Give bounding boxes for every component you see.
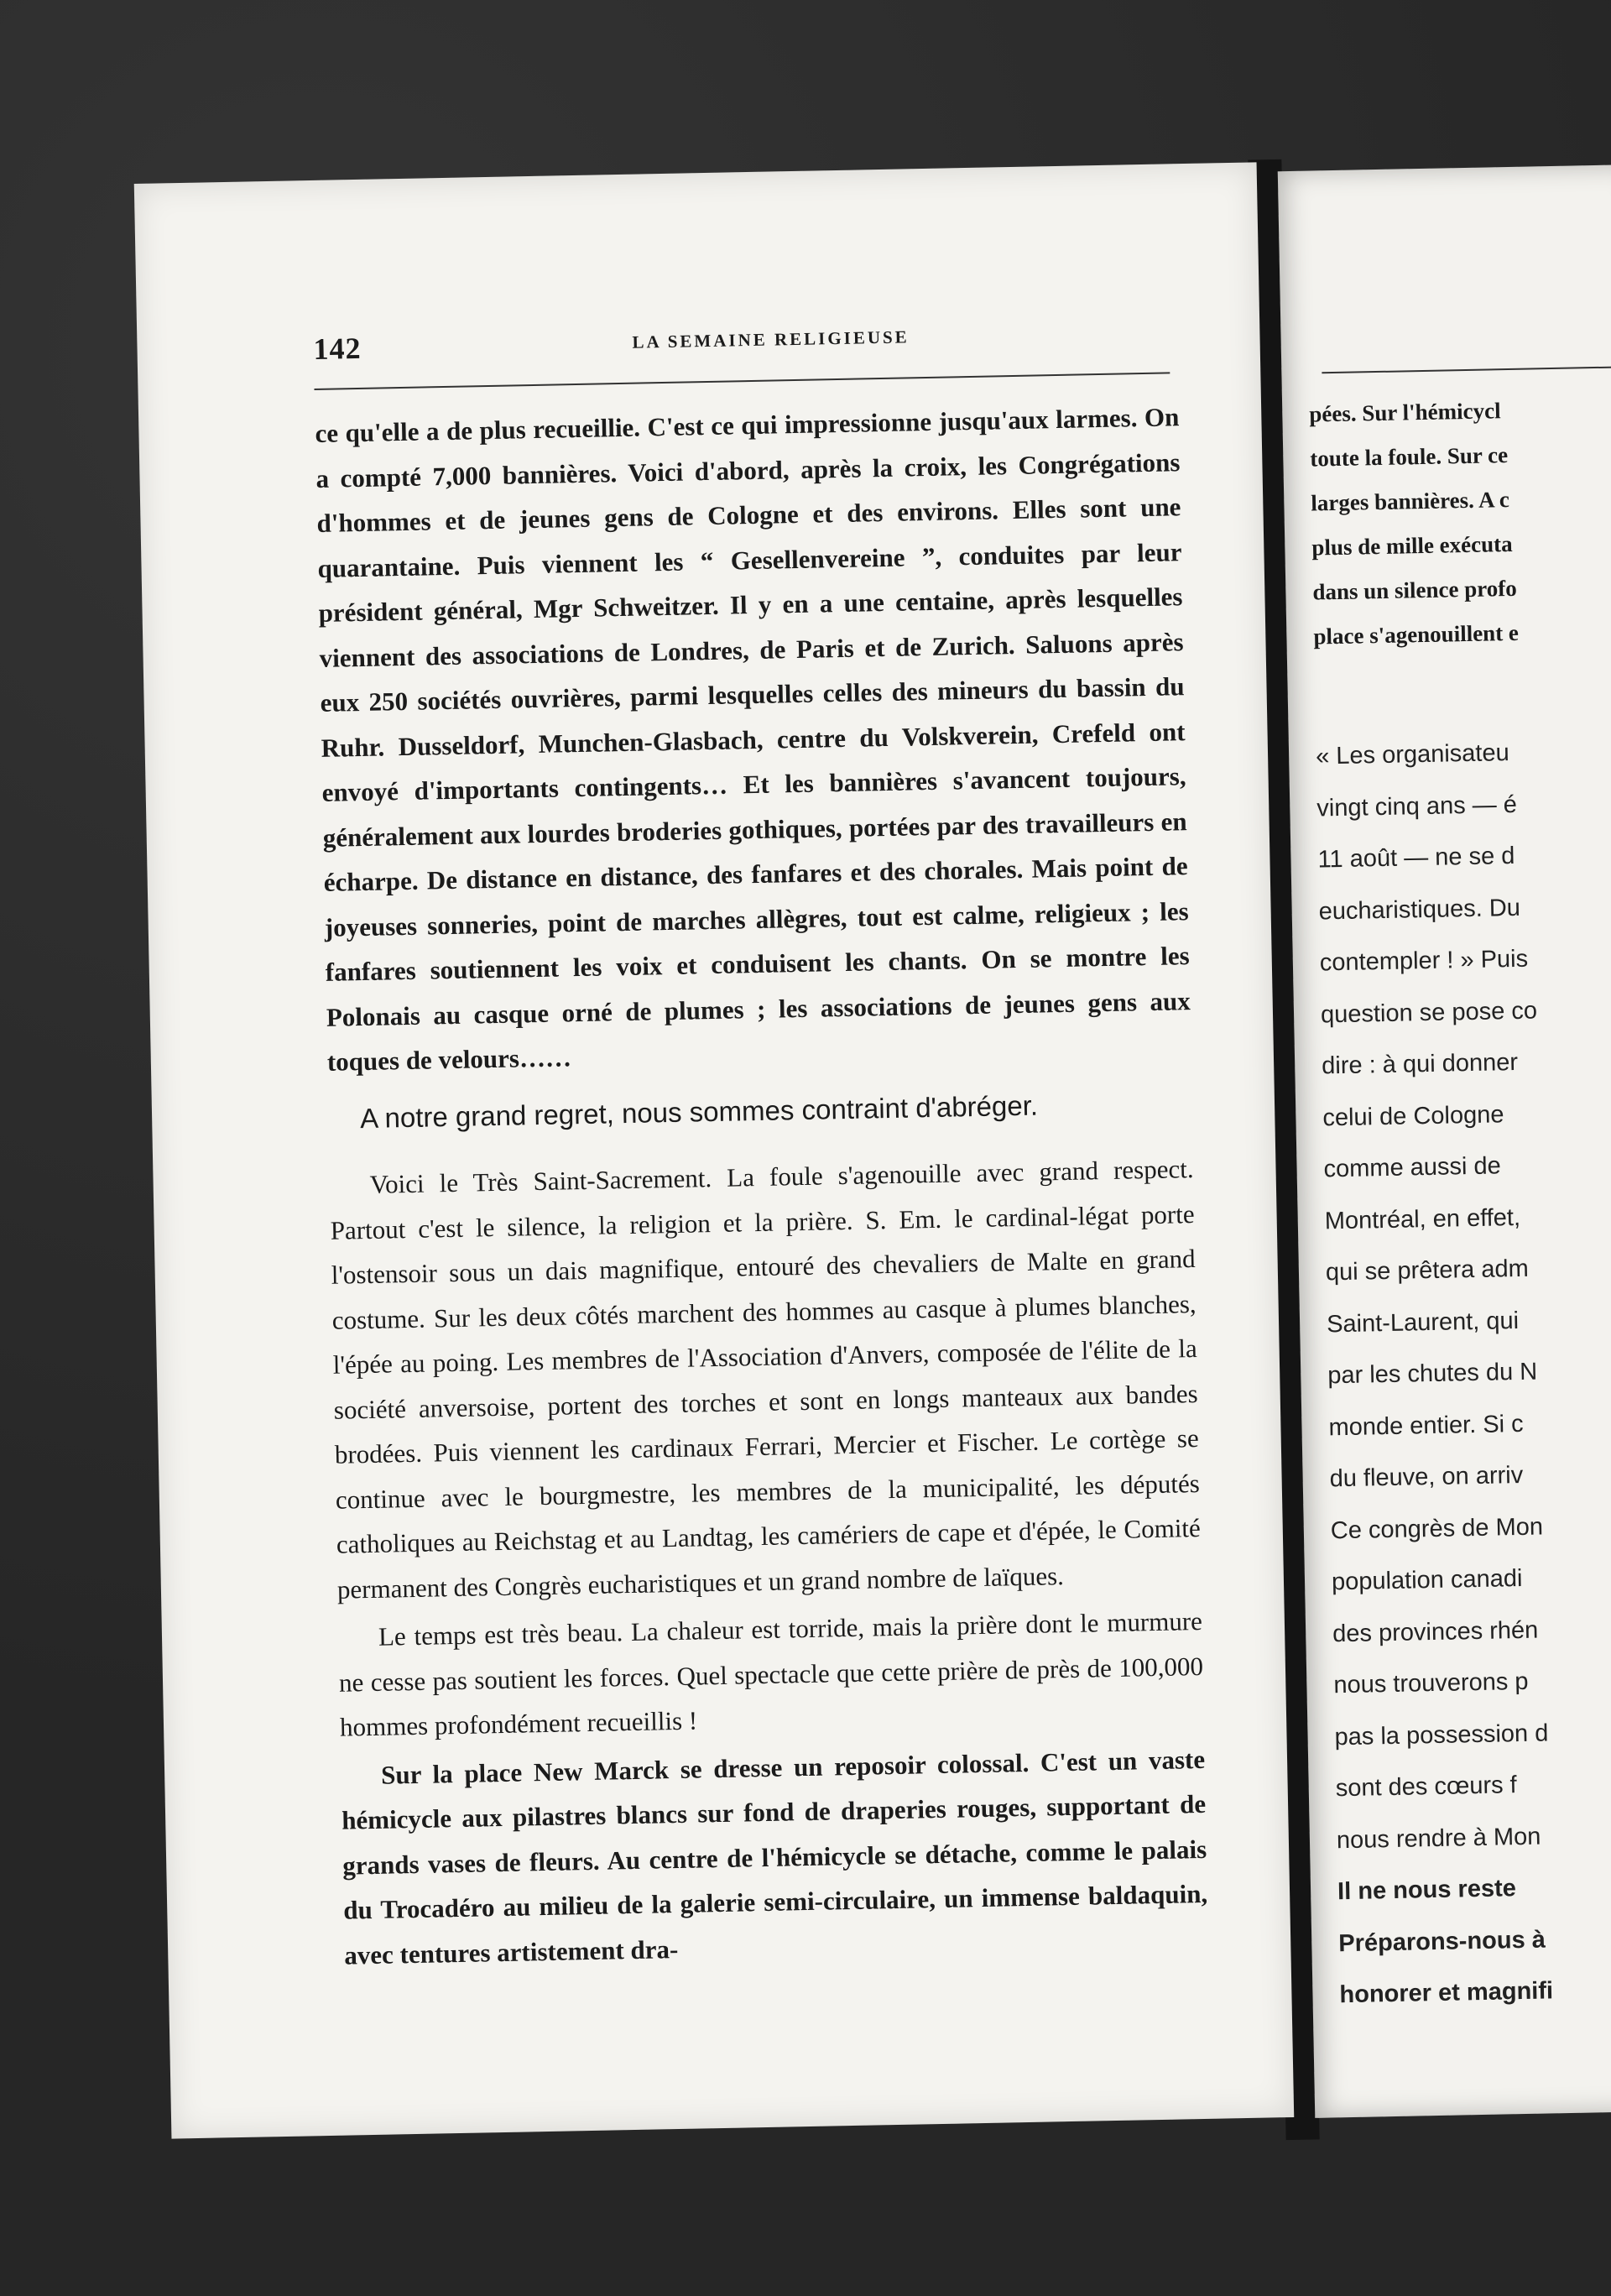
text-line: Montréal, en effet, [1324, 1203, 1521, 1234]
text-line: qui se prêtera adm [1325, 1255, 1530, 1286]
paragraph-4: Sur la place New Marck se dresse un reposoir colossal. C'est un vaste hémicycle aux pilastres blancs sur fond de draperies rouges, supportant de grands vases de fleurs. Au centre de l'hémicycle se détache, comme le palais du Trocadéro au milieu de la galerie semi-circulaire, un immense baldaquin, avec tentures artistement dra- [341, 1744, 1208, 1970]
header-rule [314, 372, 1170, 390]
text-line: sont des cœurs f [1335, 1772, 1518, 1803]
text-line: nous rendre à Mon [1336, 1823, 1541, 1854]
text-line: 11 août — ne se d [1317, 842, 1515, 874]
page-header [313, 315, 1170, 373]
right-page-bottom-text [1316, 725, 1611, 2022]
right-header-rule [1322, 366, 1611, 374]
text-line: du fleuve, on arriv [1329, 1461, 1524, 1493]
text-line: nous trouverons p [1333, 1667, 1529, 1699]
text-line: « Les organisateu [1315, 739, 1509, 770]
text-line: dans un silence profo [1312, 575, 1517, 605]
text-line: vingt cinq ans — é [1316, 791, 1518, 822]
paragraph-1: ce qu'elle a de plus recueillie. C'est ce qui impressionne jusqu'aux larmes. On a compté 7,000 bannières. Voici d'abord, après la croix, les Congrégations d'hommes et de jeunes gens de Cologne et des environs. Elles sont une quarantaine. Puis viennent les “ Gesellenvereine ”, conduites par leur président général, Mgr Schweitzer. Il y en a une centaine, après lesquelles viennent des associations de Londres, de Paris et de Zurich. Saluons après eux 250 sociétés ouvrières, parmi lesquelles celles des mineurs du bassin du Ruhr. Dusseldorf, Munchen-Glasbach, centre du Volskverein, Crefeld ont envoyé d'importants contingents… Et les bannières s'avancent toujours, généralement aux lourdes broderies gothiques, portées par des travailleurs en écharpe. De distance en distance, des fanfares et des chorales. Mais point de joyeuses sonneries, point de marches allègres, tout est calme, religieux ; les fanfares soutiennent les voix et conduisent les chants. On se montre les Polonais au casque orné de plumes ; les associations de jeunes gens aux toques de velours…… [315, 402, 1191, 1077]
right-page-top-text [1309, 386, 1611, 660]
text-line: par les chutes du N [1327, 1358, 1538, 1390]
text-line: eucharistiques. Du [1318, 894, 1521, 925]
text-line: honorer et magnifi [1339, 1977, 1554, 2009]
text-line: population canadi [1331, 1564, 1523, 1596]
text-line: pas la possession d [1334, 1719, 1549, 1751]
text-line: pées. Sur l'hémicycl [1309, 398, 1501, 427]
text-line: comme aussi de [1323, 1152, 1502, 1183]
text-line: Saint-Laurent, qui [1326, 1307, 1520, 1338]
text-line: Ce congrès de Mon [1330, 1512, 1544, 1544]
text-line: contempler ! » Puis [1319, 945, 1529, 977]
text-line: question se pose co [1320, 996, 1538, 1028]
paragraph-3: Le temps est très beau. La chaleur est torride, mais la prière dont le murmure ne cesse pas soutient les forces. Quel spectacle que cette prière de près de 100,000 hommes profondément recueillis ! [338, 1605, 1204, 1742]
text-line: Il ne nous reste [1337, 1875, 1517, 1906]
text-line: monde entier. Si c [1328, 1410, 1524, 1441]
body-text [315, 394, 1209, 1977]
text-line: dire : à qui donner [1321, 1048, 1519, 1080]
right-page [1278, 164, 1611, 2118]
text-line: toute la foule. Sur ce [1310, 442, 1509, 472]
paragraph-2: Voici le Très Saint-Sacrement. La foule s'agenouille avec grand respect. Partout c'est le silence, la religion et la prière. S. Em. le cardinal-légat porte l'ostensoir sous un dais magnifique, entouré des chevaliers de Malte en grand costume. Sur les deux côtés marchent des hommes au casque à plumes blanches, l'épée au poing. Les membres de l'Association d'Anvers, composée de l'élite de la société anversoise, portent des torches et sont en longs manteaux aux bandes brodées. Puis viennent les cardinaux Ferrari, Mercier et Fischer. Le cortège se continue avec le bourgmestre, les membres de la municipalité, les députés catholiques au Reichstag et au Landtag, les camériers de cape et d'épée, le Comité permanent des Congrès eucharistiques et un grand nombre de laïques. [330, 1154, 1202, 1605]
left-page [134, 162, 1294, 2138]
text-line: plus de mille exécuta [1311, 530, 1513, 561]
text-line: Préparons-nous à [1338, 1926, 1546, 1957]
text-line: des provinces rhén [1332, 1616, 1539, 1647]
running-title: LA SEMAINE RELIGIEUSE [632, 326, 910, 352]
text-line: larges bannières. A c [1311, 487, 1510, 516]
text-line: celui de Cologne [1322, 1100, 1504, 1131]
editorial-notice: A notre grand regret, nous sommes contraint d'abréger. [359, 1089, 1039, 1134]
text-line: place s'agenouillent e [1313, 619, 1520, 650]
page-number: 142 [313, 331, 362, 366]
